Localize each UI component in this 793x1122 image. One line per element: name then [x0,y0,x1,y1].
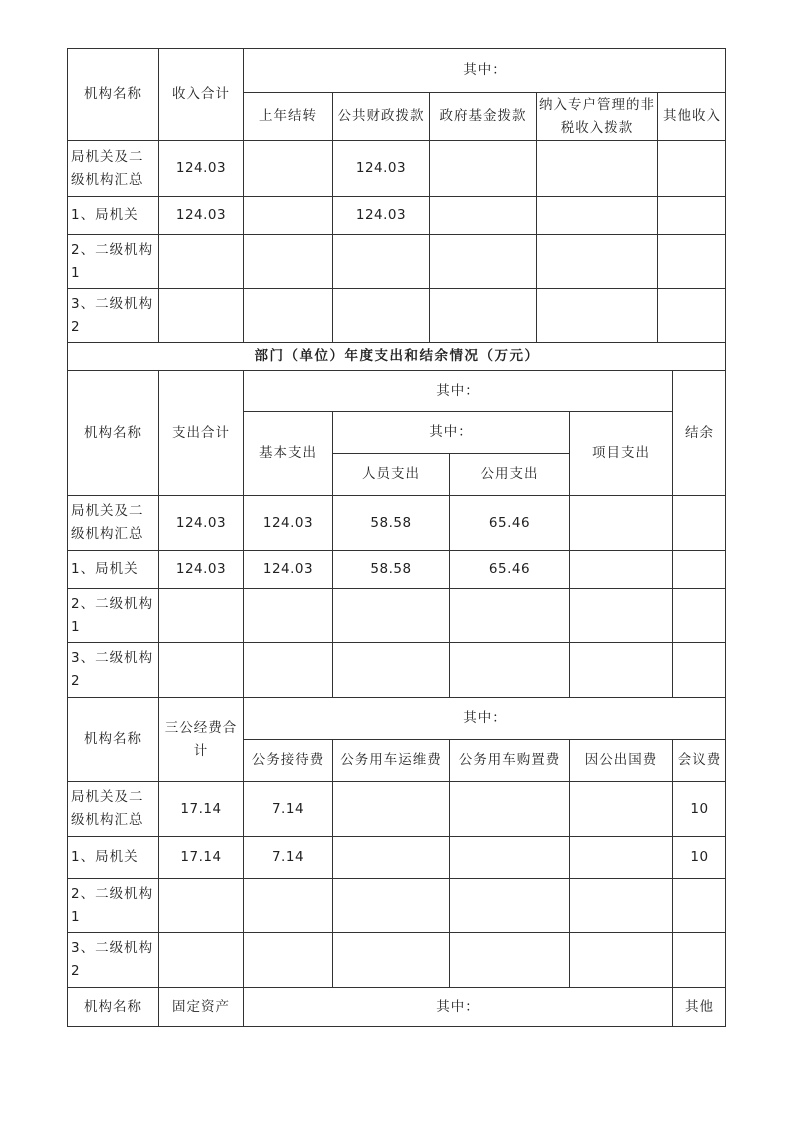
income-header-of-which: 其中： [243,48,726,92]
sangong-header-of-which: 其中： [243,697,726,739]
income-row-name: 2、二级机构1 [67,234,158,288]
income-row-name: 1、局机关 [67,196,158,234]
income-row-carry [243,288,332,342]
income-row-public [332,234,429,288]
expense-header-balance: 结余 [672,370,726,495]
expense-header-of-which: 其中： [243,370,672,411]
expense-header-of-which-sub: 其中： [332,411,569,453]
sangong-header-abroad: 因公出国费 [569,739,672,781]
assets-header-org: 机构名称 [67,987,158,1027]
expense-row-public: 65.46 [449,495,569,550]
income-row-name: 局机关及二级机构汇总 [67,140,158,196]
expense-row-basic [243,588,332,642]
sangong-header-car-run: 公务用车运维费 [332,739,449,781]
income-row-total [158,288,243,342]
sangong-row-name: 1、局机关 [67,836,158,878]
sangong-row-car-buy [449,878,569,932]
expense-row-basic: 124.03 [243,495,332,550]
income-row-nontax [536,196,657,234]
sangong-header-reception: 公务接待费 [243,739,332,781]
sangong-row-car-buy [449,932,569,987]
sangong-row-total [158,878,243,932]
expense-header-project: 项目支出 [569,411,672,495]
income-row-public: 124.03 [332,196,429,234]
sangong-row-reception: 7.14 [243,836,332,878]
sangong-row-car-buy [449,781,569,836]
expense-row-staff: 58.58 [332,550,449,588]
income-row-fund [429,288,536,342]
expense-row-total [158,642,243,697]
sangong-row-total: 17.14 [158,836,243,878]
expense-row-project [569,588,672,642]
expense-row-total [158,588,243,642]
assets-header-other: 其他 [672,987,726,1027]
income-row-nontax [536,140,657,196]
sangong-row-meeting [672,878,726,932]
expense-row-name: 3、二级机构2 [67,642,158,697]
expense-row-public [449,642,569,697]
sangong-row-car-run [332,932,449,987]
expense-row-balance [672,550,726,588]
sangong-row-name: 3、二级机构2 [67,932,158,987]
expense-row-name: 2、二级机构1 [67,588,158,642]
expense-header-staff: 人员支出 [332,453,449,495]
income-row-total: 124.03 [158,196,243,234]
sangong-row-car-run [332,878,449,932]
assets-header-fixed: 固定资产 [158,987,243,1027]
expense-row-staff: 58.58 [332,495,449,550]
expense-row-staff [332,588,449,642]
expense-row-project [569,550,672,588]
expense-row-balance [672,495,726,550]
sangong-row-meeting: 10 [672,781,726,836]
income-row-fund [429,196,536,234]
expense-row-basic [243,642,332,697]
expense-row-total: 124.03 [158,550,243,588]
income-row-public [332,288,429,342]
income-row-carry [243,196,332,234]
sangong-row-name: 局机关及二级机构汇总 [67,781,158,836]
sangong-header-org: 机构名称 [67,697,158,781]
sangong-row-car-run [332,781,449,836]
expense-row-basic: 124.03 [243,550,332,588]
income-header-public: 公共财政拨款 [332,92,429,140]
sangong-row-reception [243,878,332,932]
income-header-total: 收入合计 [158,48,243,140]
income-row-name: 3、二级机构2 [67,288,158,342]
expense-row-name: 局机关及二级机构汇总 [67,495,158,550]
sangong-row-meeting [672,932,726,987]
expense-row-staff [332,642,449,697]
income-row-fund [429,140,536,196]
sangong-row-reception: 7.14 [243,781,332,836]
expense-row-balance [672,588,726,642]
expense-header-total: 支出合计 [158,370,243,495]
expense-row-name: 1、局机关 [67,550,158,588]
assets-header-of-which: 其中： [243,987,672,1027]
expense-header-public: 公用支出 [449,453,569,495]
sangong-row-abroad [569,878,672,932]
income-row-fund [429,234,536,288]
income-header-nontax: 纳入专户管理的非税收入拨款 [536,92,657,140]
table-bottom-border [67,1026,726,1027]
table-right-border [725,48,726,1027]
income-row-carry [243,234,332,288]
expense-row-project [569,642,672,697]
income-header-fund: 政府基金拨款 [429,92,536,140]
income-row-other [657,288,726,342]
income-row-total: 124.03 [158,140,243,196]
sangong-row-abroad [569,781,672,836]
income-header-other: 其他收入 [657,92,726,140]
income-row-nontax [536,234,657,288]
sangong-row-total: 17.14 [158,781,243,836]
sangong-row-car-buy [449,836,569,878]
income-row-other [657,196,726,234]
sangong-row-abroad [569,836,672,878]
sangong-row-meeting: 10 [672,836,726,878]
income-row-nontax [536,288,657,342]
expense-row-balance [672,642,726,697]
income-row-other [657,234,726,288]
sangong-row-car-run [332,836,449,878]
income-header-org: 机构名称 [67,48,158,140]
income-row-carry [243,140,332,196]
expense-header-basic: 基本支出 [243,411,332,495]
sangong-header-total: 三公经费合计 [158,697,243,781]
expense-section-title: 部门（单位）年度支出和结余情况（万元） [67,342,726,370]
sangong-row-name: 2、二级机构1 [67,878,158,932]
income-row-other [657,140,726,196]
income-header-carry: 上年结转 [243,92,332,140]
sangong-row-reception [243,932,332,987]
sangong-row-abroad [569,932,672,987]
sangong-row-total [158,932,243,987]
expense-header-org: 机构名称 [67,370,158,495]
expense-row-public [449,588,569,642]
income-row-public: 124.03 [332,140,429,196]
expense-row-public: 65.46 [449,550,569,588]
sangong-header-meeting: 会议费 [672,739,726,781]
sangong-header-car-buy: 公务用车购置费 [449,739,569,781]
expense-row-project [569,495,672,550]
income-row-total [158,234,243,288]
expense-row-total: 124.03 [158,495,243,550]
